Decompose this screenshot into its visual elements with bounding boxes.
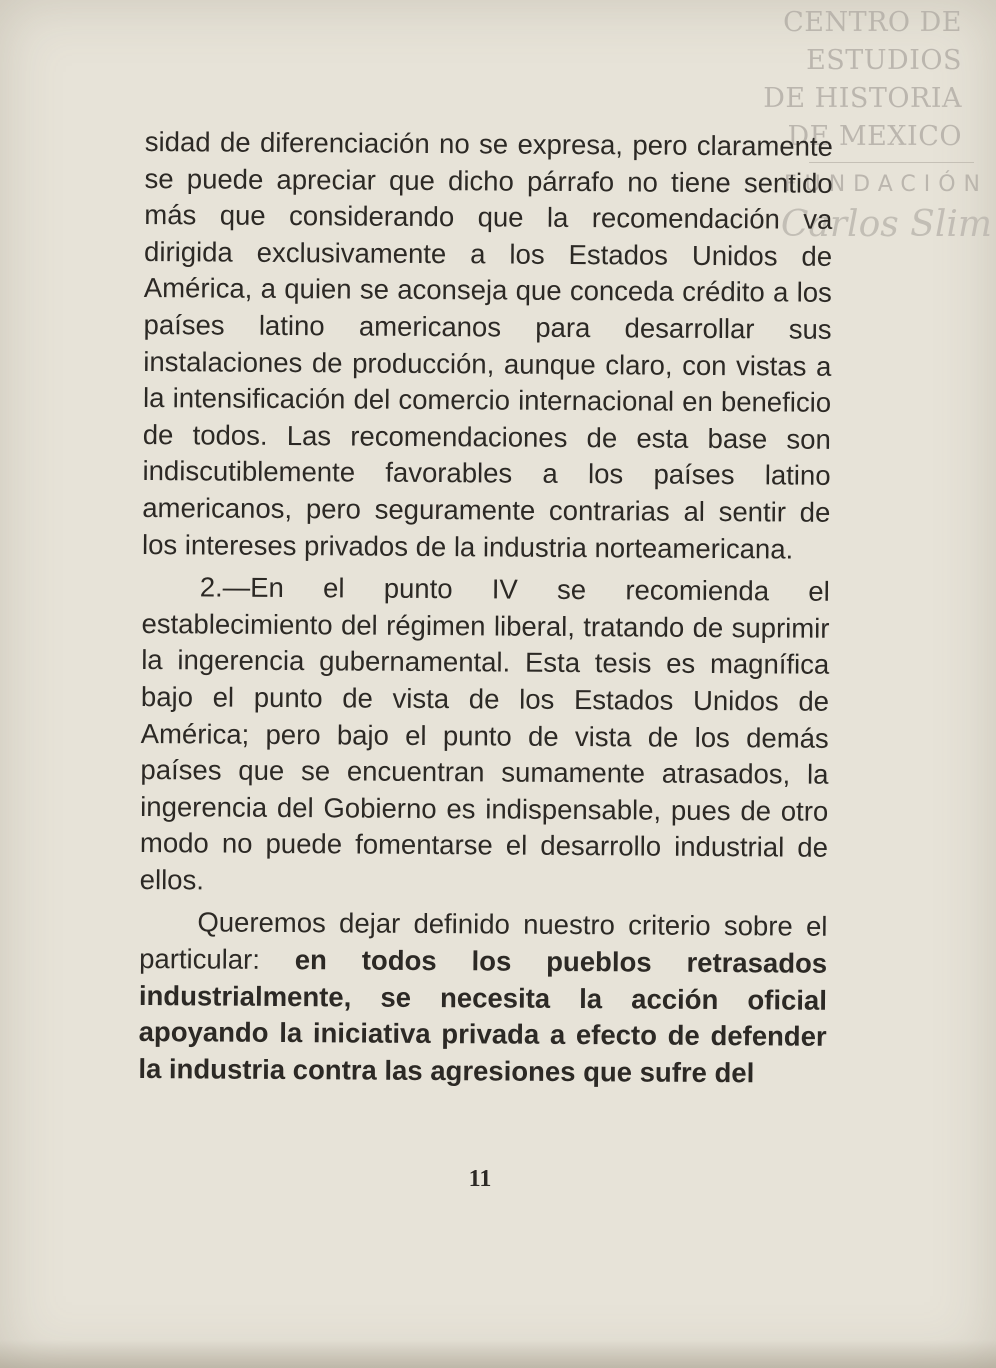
body-text <box>138 124 833 1092</box>
paragraph-criterio <box>138 904 827 1092</box>
watermark-divider <box>809 162 974 163</box>
paragraph-continuation: sidad de diferenciación no se expresa, pero claramente se puede apreciar que dicho párrafo no tiene sentido más que considerando que la recomendación va dirigida exclusivamente a los Estados Unidos de América, a quien se aconseja que conceda crédito a los países latino americanos para desarrollar sus instalaciones de producción, aunque claro, con vistas a la intensificación del comercio internacional en beneficio de todos. Las recomendaciones de esta base son indiscutiblemente favorables a los países latino americanos, pero seguramente contrarias al sentir de los intereses privados de la industria norteamericana. <box>141 125 833 565</box>
watermark-line: ESTUDIOS <box>806 45 962 76</box>
watermark-signature: Carlos Slim <box>780 204 992 245</box>
paragraph-point-iv: 2.—En el punto IV se recomienda el establecimiento del régimen liberal, tratando de suprimir la ingerencia gubernamental. Esta tesis es magnífica bajo el punto de vista de los Estados Unidos de América; pero bajo el punto de vista de los demás países que se encuentran sumamente atrasados, la ingerencia del Gobierno es indispensable, pues de otro modo no puede fomentarse el desarrollo industrial de ellos. <box>139 571 830 896</box>
watermark-line: DE HISTORIA <box>763 83 962 114</box>
watermark-line: CENTRO DE <box>783 7 962 38</box>
watermark-fundacion: FUNDACIÓN <box>783 172 988 197</box>
paragraph-criterio-regular: Queremos dejar definido nuestro criterio sobre el particular: <box>139 906 828 976</box>
watermark-line: DE MEXICO <box>787 121 962 152</box>
paragraph-criterio-bold: en todos los pueblos retrasados industrialmente, se necesita la acción oficial apoyando la iniciativa privada a efecto de defender la industria contra las agresiones que sufre del <box>138 944 828 1089</box>
page-number: 11 <box>468 1166 492 1192</box>
